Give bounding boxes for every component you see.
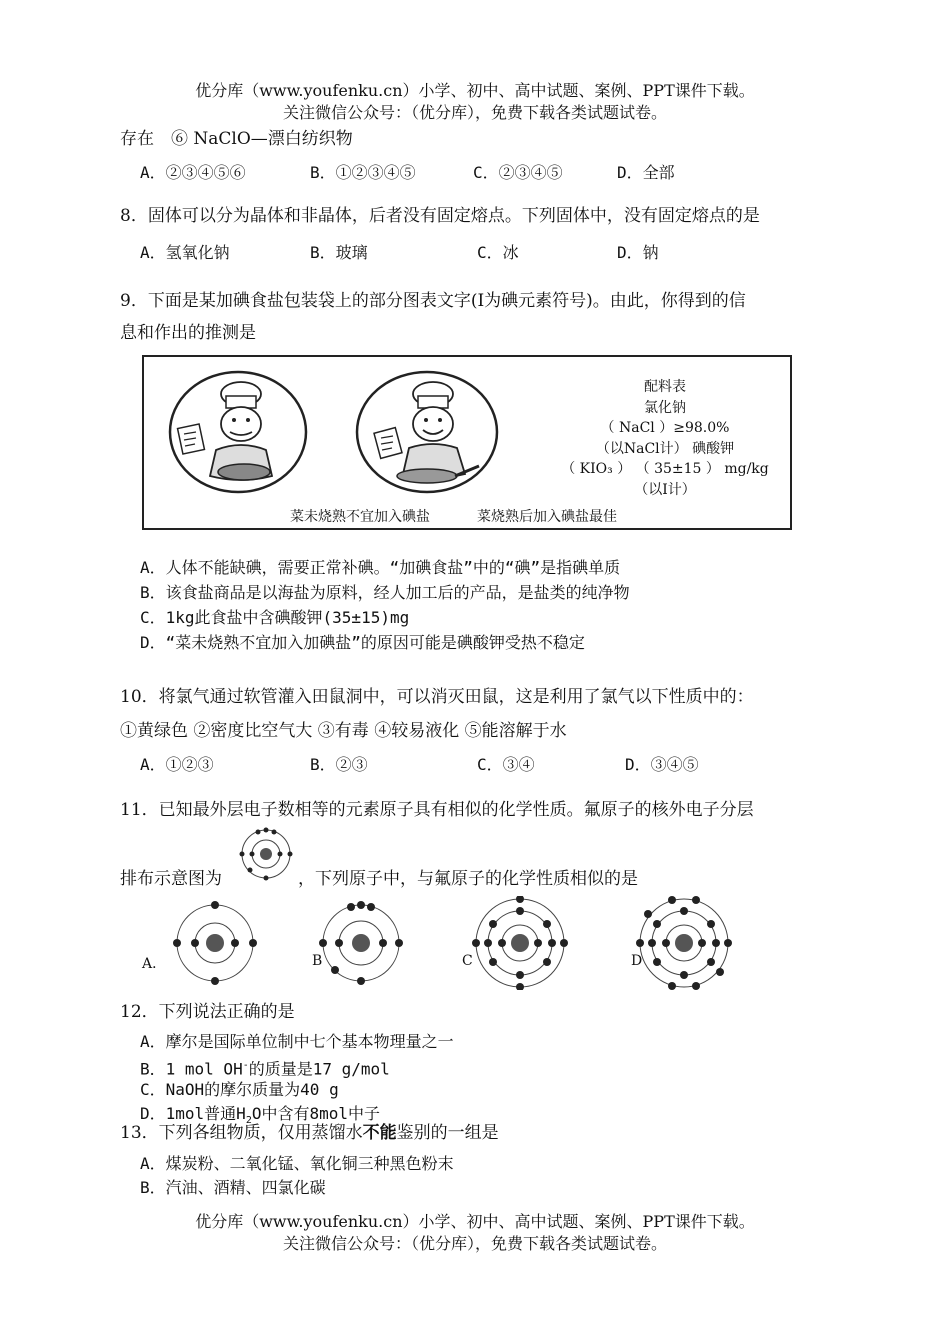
q9-option-c: C．1kg此食盐中含碘酸钾(35±15)mg <box>140 608 410 627</box>
q13-option-b: B．汽油、酒精、四氯化碳 <box>140 1178 326 1197</box>
q10-stem-2: ①黄绿色 ②密度比空气大 ③有毒 ④较易液化 ⑤能溶解于水 <box>120 721 567 741</box>
q8-stem: 8．固体可以分为晶体和非晶体，后者没有固定熔点。下列固体中，没有固定熔点的是 <box>120 206 760 226</box>
q12-option-d-post: O中含有8mol中子 <box>251 1104 381 1123</box>
q11-stem-1: 11．已知最外层电子数相等的元素原子具有相似的化学性质。氟原子的核外电子分层 <box>120 800 754 820</box>
atom-label-a: A． <box>142 956 167 972</box>
q12-option-c: C．NaOH的摩尔质量为40 g <box>140 1080 339 1099</box>
q7-option-a: A．②③④⑤⑥ <box>140 163 246 182</box>
q13-stem-bold: 不能 <box>362 1123 397 1143</box>
q12-option-b-post: 的质量是17 g/mol <box>248 1059 390 1079</box>
atom-option-d <box>628 896 740 990</box>
q10-stem-1: 10．将氯气通过软管灌入田鼠洞中，可以消灭田鼠，这是利用了氯气以下性质中的： <box>120 687 754 707</box>
atom-label-b: B <box>312 953 323 969</box>
atom-label-d: D <box>631 953 643 969</box>
atom-label-c: C <box>462 953 473 969</box>
caption-right: 菜烧熟后加入碘盐最佳 <box>477 509 617 525</box>
q12-option-b-sup: - <box>242 1060 249 1071</box>
q9-stem-2: 息和作出的推测是 <box>120 323 256 343</box>
ingredient-table <box>560 377 770 500</box>
q8-option-c: C．冰 <box>477 243 519 262</box>
footer-line-1: 优分库（www.youfenku.cn）小学、初中、高中试题、案例、PPT课件下载。 <box>195 1212 755 1231</box>
q7-option-b: B．①②③④⑤ <box>310 163 416 182</box>
q9-option-d: D．“菜未烧熟不宜加入加碘盐”的原因可能是碘酸钾受热不稳定 <box>140 633 585 652</box>
q13-option-a: A．煤炭粉、二氧化锰、氧化铜三种黑色粉末 <box>140 1154 454 1173</box>
q13-stem-post: 鉴别的一组是 <box>396 1123 499 1143</box>
q8-option-b: B．玻璃 <box>310 243 368 262</box>
ingredient-row-4: （ KIO₃ ） （ 35±15 ） mg/kg <box>561 461 769 477</box>
q9-option-b: B．该食盐商品是以海盐为原料，经人加工后的产品，是盐类的纯净物 <box>140 583 630 602</box>
q12-option-b-pre: B．1 mol OH <box>140 1059 243 1079</box>
q12-option-a: A．摩尔是国际单位制中七个基本物理量之一 <box>140 1032 454 1051</box>
q10-option-a: A．①②③ <box>140 755 214 774</box>
q8-option-d: D．钠 <box>617 243 659 262</box>
atom-option-a <box>170 900 260 986</box>
footer-line-2: 关注微信公众号：（优分库），免费下载各类试题试卷。 <box>282 1234 667 1253</box>
fluorine-atom-diagram <box>236 826 296 882</box>
q10-option-d: D．③④⑤ <box>625 755 699 774</box>
atom-option-b <box>315 900 407 986</box>
ingredient-row-2: （ NaCl ）≥98.0% <box>600 420 730 436</box>
q9-stem-1: 9．下面是某加碘食盐包装袋上的部分图表文字(I为碘元素符号)。由此，你得到的信 <box>120 291 746 311</box>
q11-stem-2a: 排布示意图为 <box>120 869 222 889</box>
atom-option-c <box>465 896 575 990</box>
q8-option-a: A．氢氧化钠 <box>140 243 230 262</box>
header-line-1: 优分库（www.youfenku.cn）小学、初中、高中试题、案例、PPT课件下载。 <box>195 81 755 100</box>
q7-option-c: C．②③④⑤ <box>473 163 563 182</box>
ingredient-row-1: 氯化钠 <box>644 399 686 416</box>
q11-stem-2b: ，下列原子中，与氟原子的化学性质相似的是 <box>298 869 638 889</box>
q12-option-d-pre: D．1mol普通H <box>140 1104 246 1123</box>
q12-stem: 12．下列说法正确的是 <box>120 1002 295 1022</box>
q13-stem <box>120 1118 499 1143</box>
ingredient-row-3: （以NaCl计） 碘酸钾 <box>595 440 735 457</box>
chef-illustration-right <box>355 370 505 498</box>
q7-option-d: D．全部 <box>617 163 675 182</box>
chef-illustration-left <box>166 368 316 496</box>
ingredient-table-title: 配料表 <box>644 379 686 395</box>
ingredient-row-5: （以I计） <box>634 481 696 498</box>
header-line-2: 关注微信公众号：（优分库），免费下载各类试题试卷。 <box>282 103 667 122</box>
q12-option-d-sub: 2 <box>245 1115 252 1127</box>
caption-left: 菜未烧熟不宜加入碘盐 <box>290 509 430 525</box>
q10-option-b: B．②③ <box>310 755 368 774</box>
q13-stem-pre: 13．下列各组物质，仅用蒸馏水 <box>120 1123 363 1143</box>
q9-option-a: A．人体不能缺碘，需要正常补碘。“加碘食盐”中的“碘”是指碘单质 <box>140 558 621 577</box>
q7-continuation: 存在 ⑥ NaClO—漂白纺织物 <box>120 129 353 149</box>
q10-option-c: C．③④ <box>477 755 535 774</box>
